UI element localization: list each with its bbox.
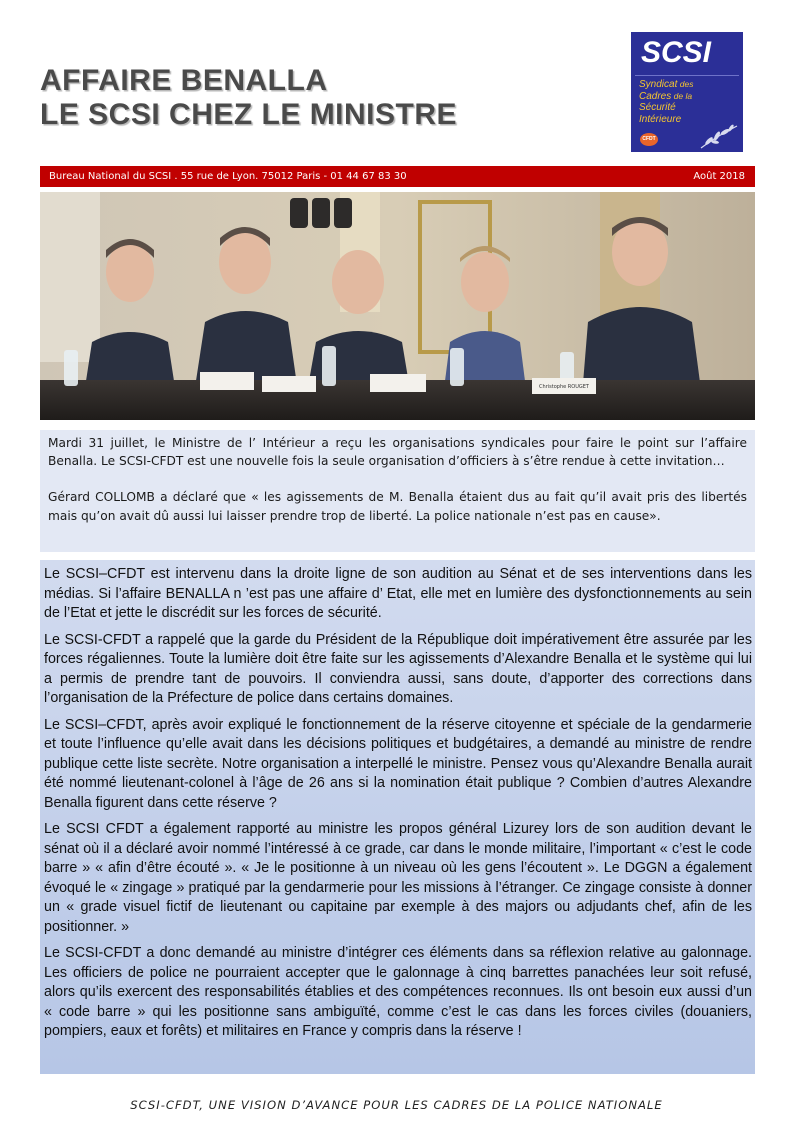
banner-date: Août 2018 [693,171,745,182]
logo-acronym: SCSI [641,36,712,69]
title-line-1: AFFAIRE BENALLA [40,64,328,97]
meeting-photo-illustration [40,192,755,420]
name-card-text: Christophe ROUGET [539,384,589,390]
banner-address: Bureau National du SCSI . 55 rue de Lyon. 75012 Paris - 01 44 67 83 30 [49,171,407,182]
intro-paragraph-2: Gérard COLLOMB a déclaré que « les agissements de M. Benalla étaient dus au fait qu’il avait pris des libertés mais qu’on avait dû aussi lui laisser prendre trop de liberté. La police nationale n’est pas en cause». [48,490,747,523]
scsi-logo [631,32,743,152]
meeting-photo [40,192,755,420]
body-paragraph-5: Le SCSI-CFDT a donc demandé au ministre d’intégrer ces éléments dans sa réflexion relative au galonnage. Les officiers de police ne pourraient accepter que le galonnage à cinq barrettes panachées leur soit refusé, alors qu’ils exercent des responsabilités établies et des compétences reconnues. Ils ont besoin eux aussi d’un « code barre » qui les positionne sans ambiguïté, comme c’est le cas dans les forces civiles (douaniers, pompiers, eaux et forêts) et militaires en France y compris dans la réserve ! [44,945,752,1039]
olive-branch-icon [697,122,739,150]
body-paragraph-1: Le SCSI–CFDT est intervenu dans la droite ligne de son audition au Sénat et de ses interventions dans les médias. Si l’affaire BENALLA n ’est pas une affaire d’ Etat, elle met en lumière des dysfonctionnements au sein de l’Etat et jette le discrédit sur les forces de sécurité. [44,566,752,621]
intro-paragraph-1: Mardi 31 juillet, le Ministre de l’ Intérieur a reçu les organisations syndicales pour faire le point sur l’affaire Benalla. Le SCSI-CFDT est une nouvelle fois la seule organisation d’officiers à s’être rendue à cette invitation… [48,436,747,469]
cfdt-badge: CFDT [640,133,658,146]
intro-box [40,430,755,552]
address-banner [40,166,755,187]
body-paragraph-3: Le SCSI–CFDT, après avoir expliqué le fonctionnement de la réserve citoyenne et spéciale de la gendarmerie et toute l’influence qu’elle avait dans les décisions politiques et budgétaires, a demandé au ministre de rendre publique cette liste secrète. Notre organisation a interpellé le ministre. Pensez vous qu’Alexandre Benalla aurait été nommé lieutenant-colonel à l’âge de 26 ans si la nomination était publique ? Combien d’autres Alexandre Benalla figurent dans cette réserve ? [44,716,752,811]
body-paragraph-4: Le SCSI CFDT a également rapporté au ministre les propos général Lizurey lors de son audition devant le sénat où il a déclaré avoir nommé l’intéressé à ce grade, car dans le monde militaire, l’important « c’est le code barre » « afin d’être écouté ». « Je le positionne à un niveau où les gens l’écoutent ». Le DGGN a également évoqué le « zingage » pratiqué par la gendarmerie pour les missions à l’étranger. Ce zingage consiste à donner un « grade visuel fictif de lieutenant ou capitaine par exemple à des majors ou adjudants chef, afin de les positionner. » [44,821,752,935]
footer-tagline: SCSI-CFDT, UNE VISION D’AVANCE POUR LES CADRES DE LA POLICE NATIONALE [130,1098,663,1112]
title-line-2: LE SCSI CHEZ LE MINISTRE [40,98,458,131]
logo-divider [635,75,739,76]
page-title [40,64,457,132]
logo-text: Syndicat des Cadres de la Sécurité Intérieure [639,79,694,125]
main-body [40,560,755,1074]
body-paragraph-2: Le SCSI-CFDT a rappelé que la garde du Président de la République doit impérativement être assurée par les forces régaliennes. Toute la lumière doit être faite sur les agissements d’Alexandre Benalla et le système qui lui a permis de prendre tant de pouvoirs. Il conviendra aussi, sans doute, d’apporter des corrections dans l’organisation de la Préfecture de police dans certains domaines. [44,631,752,706]
